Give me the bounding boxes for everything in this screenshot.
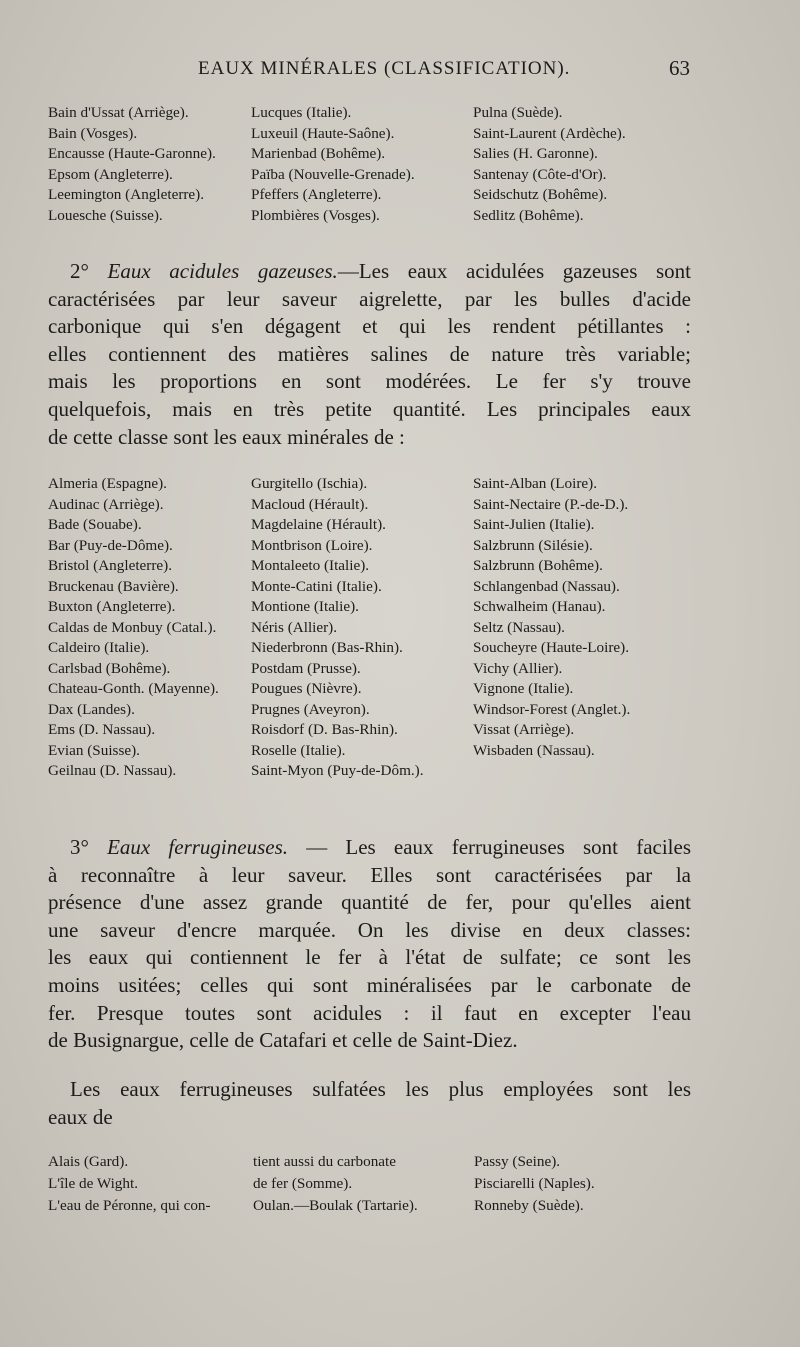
- list-item: Pfeffers (Angleterre).: [251, 186, 382, 204]
- list-item: Santenay (Côte-d'Or).: [473, 165, 607, 183]
- list-item: Caldeiro (Italie).: [48, 639, 150, 656]
- list-row: [48, 659, 688, 680]
- list-row: [48, 556, 688, 577]
- list-item: de fer (Somme).: [253, 1175, 353, 1192]
- list-item: Luxeuil (Haute-Saône).: [251, 124, 395, 142]
- section-heading: Eaux ferrugineuses.: [107, 835, 288, 859]
- list-item: [473, 761, 688, 782]
- paragraph-line: les eaux qui contiennent le fer à l'état de sulfate; ce sont les: [48, 945, 691, 970]
- list-row: [48, 741, 688, 762]
- list-item: Pulna (Suède).: [473, 104, 563, 121]
- list-row: [48, 206, 688, 227]
- list-item: Saint-Alban (Loire).: [473, 475, 597, 492]
- list-item: Magdelaine (Hérault).: [251, 516, 386, 533]
- list-item: Bar (Puy-de-Dôme).: [48, 536, 173, 554]
- list-item: Evian (Suisse).: [48, 741, 140, 759]
- list-row: [48, 103, 688, 124]
- list-item: Seltz (Nassau).: [473, 618, 565, 636]
- list-row: [48, 1195, 688, 1217]
- list-row: [48, 1151, 688, 1173]
- list-row: [48, 144, 688, 165]
- paragraph-line: moins usitées; celles qui sont minéralisées par le carbonate de: [48, 972, 691, 997]
- paragraph-line: Les eaux ferrugineuses sulfatées les plus employées sont les: [70, 1077, 691, 1101]
- list-item: tient aussi du carbonate: [253, 1153, 396, 1170]
- list-item: Gurgitello (Ischia).: [251, 475, 368, 492]
- paragraph-line: [48, 258, 691, 286]
- list-item: Monte-Catini (Italie).: [251, 577, 382, 595]
- paragraph-sulfated: [48, 1076, 691, 1131]
- list-item: Carlsbad (Bohême).: [48, 659, 171, 677]
- list-item: Roisdorf (D. Bas-Rhin).: [251, 721, 398, 738]
- list-row: [48, 165, 688, 186]
- list-row: [48, 679, 688, 700]
- paragraph-line: de cette classe sont les eaux minérales de :: [48, 424, 405, 449]
- list-row: [48, 185, 688, 206]
- paragraph-text: — Les eaux ferrugineuses sont faciles: [306, 835, 691, 859]
- list-item: Saint-Laurent (Ardèche).: [473, 124, 626, 142]
- list-item: Encausse (Haute-Garonne).: [48, 145, 216, 163]
- list-item: Néris (Allier).: [251, 618, 338, 636]
- list-item: Sedlitz (Bohême).: [473, 206, 584, 224]
- list-item: Bruckenau (Bavière).: [48, 577, 179, 595]
- list-row: [48, 577, 688, 598]
- list-item: Saint-Nectaire (P.-de-D.).: [473, 495, 629, 513]
- list-item: Pisciarelli (Naples).: [474, 1175, 595, 1192]
- list-item: Schwalheim (Hanau).: [473, 598, 606, 615]
- list-item: Bristol (Angleterre).: [48, 557, 172, 574]
- list-item: Oulan.—Boulak (Tartarie).: [253, 1197, 418, 1214]
- list-item: Lucques (Italie).: [251, 104, 352, 121]
- list-item: Geilnau (D. Nassau).: [48, 762, 177, 779]
- list-item: Leemington (Angleterre).: [48, 186, 205, 204]
- paragraph-line: présence d'une assez grande quantité de fer, pour qu'elles aient: [48, 890, 691, 915]
- list-item: Wisbaden (Nassau).: [473, 741, 595, 759]
- list-item: Ems (D. Nassau).: [48, 721, 156, 738]
- paragraph-line: à reconnaître à leur saveur. Elles sont caractérisées par la: [48, 862, 691, 887]
- list-item: Salzbrunn (Silésie).: [473, 536, 593, 554]
- list-item: Montaleeto (Italie).: [251, 557, 370, 574]
- list-item: Seidschutz (Bohême).: [473, 186, 608, 204]
- paragraph-line: elles contiennent des matières salines de nature très variable;: [48, 341, 691, 366]
- section-number: 2°: [70, 259, 89, 283]
- list-row: [48, 124, 688, 145]
- list-item: Roselle (Italie).: [251, 741, 346, 759]
- list-item: Saint-Julien (Italie).: [473, 516, 595, 533]
- list-item: Bain (Vosges).: [48, 124, 138, 142]
- list-row: [48, 618, 688, 639]
- list-row: [48, 700, 688, 721]
- section-number: 3°: [70, 835, 89, 859]
- list-row: [48, 638, 688, 659]
- list-item: Dax (Landes).: [48, 700, 135, 718]
- page-header: [48, 58, 690, 90]
- list-item: Salzbrunn (Bohême).: [473, 557, 603, 574]
- list-row: [48, 1173, 688, 1195]
- list-item: Plombières (Vosges).: [251, 206, 380, 224]
- section-acidulous-gaseous: [48, 258, 691, 451]
- list-item: Audinac (Arriège).: [48, 495, 164, 513]
- paragraph-line: carbonique qui s'en dégagent et qui les rendent pétillantes :: [48, 314, 691, 339]
- list-item: L'île de Wight.: [48, 1175, 138, 1192]
- paragraph-text: —Les eaux acidulées gazeuses sont: [337, 259, 691, 283]
- spring-list-sulfated: [48, 1151, 688, 1217]
- list-item: Vichy (Allier).: [473, 659, 563, 677]
- list-item: Païba (Nouvelle-Grenade).: [251, 165, 415, 183]
- paragraph-line: de Busignargue, celle de Catafari et celle de Saint-Diez.: [48, 1028, 518, 1053]
- paragraph-line: quelquefois, mais en très petite quantité. Les principales eaux: [48, 396, 691, 421]
- list-item: Ronneby (Suède).: [474, 1197, 584, 1214]
- list-item: Almeria (Espagne).: [48, 475, 167, 492]
- list-item: Marienbad (Bohême).: [251, 145, 386, 163]
- list-item: Passy (Seine).: [474, 1153, 561, 1170]
- list-item: Vissat (Arriège).: [473, 721, 575, 738]
- list-item: Montbrison (Loire).: [251, 536, 373, 554]
- section-heading: Eaux acidules gazeuses.: [107, 259, 338, 283]
- paragraph-line: eaux de: [48, 1104, 113, 1129]
- running-title: EAUX MINÉRALES (CLASSIFICATION).: [198, 58, 571, 79]
- list-item: Caldas de Monbuy (Catal.).: [48, 618, 217, 636]
- list-row: [48, 515, 688, 536]
- list-item: Prugnes (Aveyron).: [251, 700, 370, 718]
- list-item: Schlangenbad (Nassau).: [473, 577, 620, 595]
- list-item: Bain d'Ussat (Arriège).: [48, 104, 189, 121]
- list-item: Chateau-Gonth. (Mayenne).: [48, 680, 219, 697]
- list-item: Saint-Myon (Puy-de-Dôm.).: [251, 762, 424, 779]
- list-item: Buxton (Angleterre).: [48, 598, 176, 615]
- list-item: Vignone (Italie).: [473, 680, 574, 697]
- list-row: [48, 597, 688, 618]
- list-item: Pougues (Nièvre).: [251, 680, 362, 697]
- paragraph-line: [48, 834, 691, 862]
- list-row: [48, 474, 688, 495]
- section-ferruginous: [48, 834, 691, 1055]
- spring-list-acidulous: [48, 474, 688, 782]
- paragraph-line: une saveur d'encre marquée. On les divise en deux classes:: [48, 917, 691, 942]
- list-item: Alais (Gard).: [48, 1153, 129, 1170]
- list-row: [48, 495, 688, 516]
- page-number: 63: [669, 56, 690, 80]
- list-row: [48, 761, 688, 782]
- list-item: Postdam (Prusse).: [251, 659, 361, 677]
- list-item: Niederbronn (Bas-Rhin).: [251, 639, 403, 656]
- list-item: Salies (H. Garonne).: [473, 145, 598, 163]
- list-item: Louesche (Suisse).: [48, 206, 163, 224]
- list-item: L'eau de Péronne, qui con-: [48, 1197, 211, 1214]
- list-item: Epsom (Angleterre).: [48, 165, 173, 183]
- list-item: Bade (Souabe).: [48, 516, 142, 533]
- list-item: Soucheyre (Haute-Loire).: [473, 639, 630, 656]
- spring-list-saline: [48, 103, 688, 227]
- list-row: [48, 536, 688, 557]
- list-row: [48, 720, 688, 741]
- paragraph-line: fer. Presque toutes sont acidules : il faut en excepter l'eau: [48, 1000, 691, 1025]
- list-item: Montione (Italie).: [251, 598, 359, 615]
- list-item: Windsor-Forest (Anglet.).: [473, 700, 631, 718]
- list-item: Macloud (Hérault).: [251, 495, 369, 513]
- paragraph-line: caractérisées par leur saveur aigrelette, par les bulles d'acide: [48, 286, 691, 311]
- paragraph-line: mais les proportions en sont modérées. Le fer s'y trouve: [48, 369, 691, 394]
